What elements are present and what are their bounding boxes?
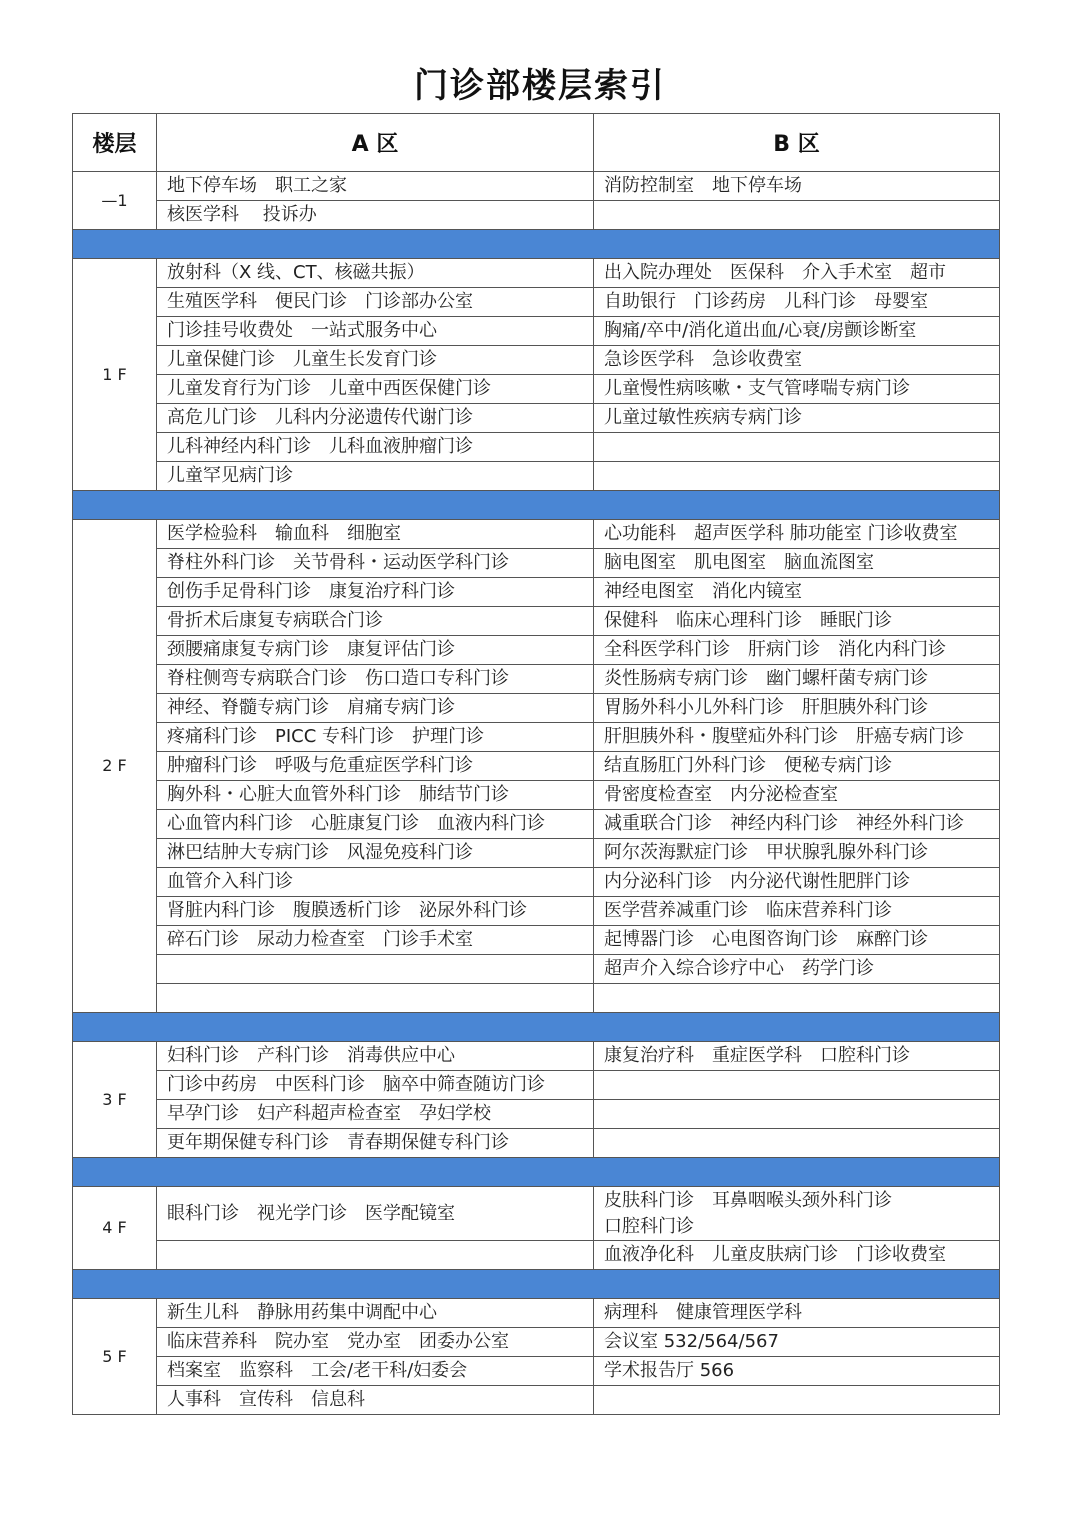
zone-a-cell: 放射科（X 线、CT、核磁共振） <box>157 259 594 288</box>
zone-b-cell: 神经电图室 消化内镜室 <box>594 578 1000 607</box>
floor-label: 3 F <box>73 1042 157 1158</box>
zone-b-cell: 病理科 健康管理医学科 <box>594 1299 1000 1328</box>
zone-a-cell: 碎石门诊 尿动力检查室 门诊手术室 <box>157 926 594 955</box>
separator-cell <box>73 1013 1000 1042</box>
zone-a-cell: 颈腰痛康复专病门诊 康复评估门诊 <box>157 636 594 665</box>
zone-b-cell <box>594 201 1000 230</box>
zone-a-cell: 脊柱外科门诊 关节骨科・运动医学科门诊 <box>157 549 594 578</box>
table-row <box>73 1042 1000 1071</box>
table-row <box>73 462 1000 491</box>
table-row <box>73 665 1000 694</box>
table-row <box>73 955 1000 984</box>
zone-a-cell: 门诊中药房 中医科门诊 脑卒中筛查随访门诊 <box>157 1071 594 1100</box>
zone-b-cell <box>594 984 1000 1013</box>
zone-a-cell: 创伤手足骨科门诊 康复治疗科门诊 <box>157 578 594 607</box>
zone-b-cell: 全科医学科门诊 肝病门诊 消化内科门诊 <box>594 636 1000 665</box>
table-row <box>73 1357 1000 1386</box>
separator-cell <box>73 491 1000 520</box>
zone-b-cell <box>594 433 1000 462</box>
zone-a-cell: 临床营养科 院办室 党办室 团委办公室 <box>157 1328 594 1357</box>
zone-a-cell: 疼痛科门诊 PICC 专科门诊 护理门诊 <box>157 723 594 752</box>
floor-separator-bar <box>73 1270 1000 1299</box>
zone-a-cell: 更年期保健专科门诊 青春期保健专科门诊 <box>157 1129 594 1158</box>
zone-a-cell: 儿童罕见病门诊 <box>157 462 594 491</box>
floor-separator-bar <box>73 491 1000 520</box>
zone-b-cell: 内分泌科门诊 内分泌代谢性肥胖门诊 <box>594 868 1000 897</box>
floor-separator-bar <box>73 1013 1000 1042</box>
table-row <box>73 1129 1000 1158</box>
table-row <box>73 984 1000 1013</box>
zone-a-cell <box>157 955 594 984</box>
floor-separator-bar <box>73 230 1000 259</box>
separator-cell <box>73 1270 1000 1299</box>
zone-b-cell: 急诊医学科 急诊收费室 <box>594 346 1000 375</box>
table-row <box>73 259 1000 288</box>
zone-a-cell: 医学检验科 输血科 细胞室 <box>157 520 594 549</box>
zone-b-cell: 炎性肠病专病门诊 幽门螺杆菌专病门诊 <box>594 665 1000 694</box>
table-row <box>73 201 1000 230</box>
zone-b-cell: 心功能科 超声医学科 肺功能室 门诊收费室 <box>594 520 1000 549</box>
zone-b-cell: 消防控制室 地下停车场 <box>594 172 1000 201</box>
table-row <box>73 810 1000 839</box>
zone-b-cell: 儿童过敏性疾病专病门诊 <box>594 404 1000 433</box>
separator-cell <box>73 1158 1000 1187</box>
zone-b-cell: 血液净化科 儿童皮肤病门诊 门诊收费室 <box>594 1241 1000 1270</box>
zone-a-cell: 生殖医学科 便民门诊 门诊部办公室 <box>157 288 594 317</box>
table-row <box>73 433 1000 462</box>
zone-b-cell: 肝胆胰外科・腹壁疝外科门诊 肝癌专病门诊 <box>594 723 1000 752</box>
zone-a-cell: 胸外科・心脏大血管外科门诊 肺结节门诊 <box>157 781 594 810</box>
zone-a-cell: 高危儿门诊 儿科内分泌遗传代谢门诊 <box>157 404 594 433</box>
zone-b-cell <box>594 462 1000 491</box>
table-row <box>73 172 1000 201</box>
table-body <box>73 172 1000 1415</box>
floor-label: 2 F <box>73 520 157 1013</box>
zone-a-cell: 儿童保健门诊 儿童生长发育门诊 <box>157 346 594 375</box>
zone-a-cell: 妇科门诊 产科门诊 消毒供应中心 <box>157 1042 594 1071</box>
zone-a-cell: 儿科神经内科门诊 儿科血液肿瘤门诊 <box>157 433 594 462</box>
zone-a-cell: 骨折术后康复专病联合门诊 <box>157 607 594 636</box>
zone-b-cell: 出入院办理处 医保科 介入手术室 超市 <box>594 259 1000 288</box>
zone-b-cell: 会议室 532/564/567 <box>594 1328 1000 1357</box>
zone-a-cell: 早孕门诊 妇产科超声检查室 孕妇学校 <box>157 1100 594 1129</box>
table-row <box>73 520 1000 549</box>
zone-a-cell: 门诊挂号收费处 一站式服务中心 <box>157 317 594 346</box>
table-row <box>73 1100 1000 1129</box>
zone-a-cell <box>157 984 594 1013</box>
floor-index-table <box>72 113 1000 1415</box>
zone-b-cell: 超声介入综合诊疗中心 药学门诊 <box>594 955 1000 984</box>
table-row <box>73 781 1000 810</box>
table-row <box>73 288 1000 317</box>
table-row <box>73 752 1000 781</box>
zone-b-cell <box>594 1100 1000 1129</box>
zone-a-cell: 核医学科 投诉办 <box>157 201 594 230</box>
table-row <box>73 375 1000 404</box>
header-zone-b: B 区 <box>594 114 1000 172</box>
table-row <box>73 926 1000 955</box>
table-row <box>73 1187 1000 1241</box>
zone-b-cell: 胸痛/卒中/消化道出血/心衰/房颤诊断室 <box>594 317 1000 346</box>
zone-a-cell: 新生儿科 静脉用药集中调配中心 <box>157 1299 594 1328</box>
zone-a-cell: 档案室 监察科 工会/老干科/妇委会 <box>157 1357 594 1386</box>
table-row <box>73 404 1000 433</box>
table-row <box>73 578 1000 607</box>
floor-label: 4 F <box>73 1187 157 1270</box>
zone-a-cell: 儿童发育行为门诊 儿童中西医保健门诊 <box>157 375 594 404</box>
table-row <box>73 317 1000 346</box>
zone-b-cell: 皮肤科门诊 耳鼻咽喉头颈外科门诊 口腔科门诊 <box>594 1187 1000 1241</box>
floor-label: 5 F <box>73 1299 157 1415</box>
zone-b-cell: 起博器门诊 心电图咨询门诊 麻醉门诊 <box>594 926 1000 955</box>
table-row <box>73 607 1000 636</box>
table-row <box>73 636 1000 665</box>
table-row <box>73 346 1000 375</box>
zone-b-cell: 儿童慢性病咳嗽・支气管哮喘专病门诊 <box>594 375 1000 404</box>
zone-b-cell <box>594 1386 1000 1415</box>
table-row <box>73 549 1000 578</box>
table-row <box>73 1328 1000 1357</box>
zone-a-cell: 人事科 宣传科 信息科 <box>157 1386 594 1415</box>
table-row <box>73 1241 1000 1270</box>
table-row <box>73 723 1000 752</box>
zone-a-cell: 肾脏内科门诊 腹膜透析门诊 泌尿外科门诊 <box>157 897 594 926</box>
zone-b-cell: 学术报告厅 566 <box>594 1357 1000 1386</box>
zone-a-cell: 血管介入科门诊 <box>157 868 594 897</box>
floor-separator-bar <box>73 1158 1000 1187</box>
zone-b-cell <box>594 1129 1000 1158</box>
zone-b-cell: 保健科 临床心理科门诊 睡眠门诊 <box>594 607 1000 636</box>
zone-b-cell: 脑电图室 肌电图室 脑血流图室 <box>594 549 1000 578</box>
zone-a-cell: 地下停车场 职工之家 <box>157 172 594 201</box>
separator-cell <box>73 230 1000 259</box>
floor-label: 1 F <box>73 259 157 491</box>
table-row <box>73 694 1000 723</box>
table-row <box>73 1299 1000 1328</box>
zone-a-cell: 眼科门诊 视光学门诊 医学配镜室 <box>157 1187 594 1241</box>
zone-b-cell: 骨密度检查室 内分泌检查室 <box>594 781 1000 810</box>
page-title: 门诊部楼层索引 <box>414 66 666 106</box>
zone-b-cell: 阿尔茨海默症门诊 甲状腺乳腺外科门诊 <box>594 839 1000 868</box>
table-row <box>73 897 1000 926</box>
zone-a-cell: 肿瘤科门诊 呼吸与危重症医学科门诊 <box>157 752 594 781</box>
table-row <box>73 868 1000 897</box>
table-row <box>73 1071 1000 1100</box>
zone-b-cell: 胃肠外科小儿外科门诊 肝胆胰外科门诊 <box>594 694 1000 723</box>
table-header-row <box>73 114 1000 172</box>
zone-a-cell <box>157 1241 594 1270</box>
zone-a-cell: 脊柱侧弯专病联合门诊 伤口造口专科门诊 <box>157 665 594 694</box>
zone-b-cell: 减重联合门诊 神经内科门诊 神经外科门诊 <box>594 810 1000 839</box>
zone-b-cell: 医学营养减重门诊 临床营养科门诊 <box>594 897 1000 926</box>
floor-label: —1 <box>73 172 157 230</box>
zone-b-cell: 康复治疗科 重症医学科 口腔科门诊 <box>594 1042 1000 1071</box>
zone-a-cell: 神经、脊髓专病门诊 肩痛专病门诊 <box>157 694 594 723</box>
header-floor: 楼层 <box>73 114 157 172</box>
zone-b-cell: 结直肠肛门外科门诊 便秘专病门诊 <box>594 752 1000 781</box>
zone-a-cell: 淋巴结肿大专病门诊 风湿免疫科门诊 <box>157 839 594 868</box>
zone-a-cell: 心血管内科门诊 心脏康复门诊 血液内科门诊 <box>157 810 594 839</box>
table-row <box>73 1386 1000 1415</box>
header-zone-a: A 区 <box>157 114 594 172</box>
table-row <box>73 839 1000 868</box>
zone-b-cell: 自助银行 门诊药房 儿科门诊 母婴室 <box>594 288 1000 317</box>
zone-b-cell <box>594 1071 1000 1100</box>
